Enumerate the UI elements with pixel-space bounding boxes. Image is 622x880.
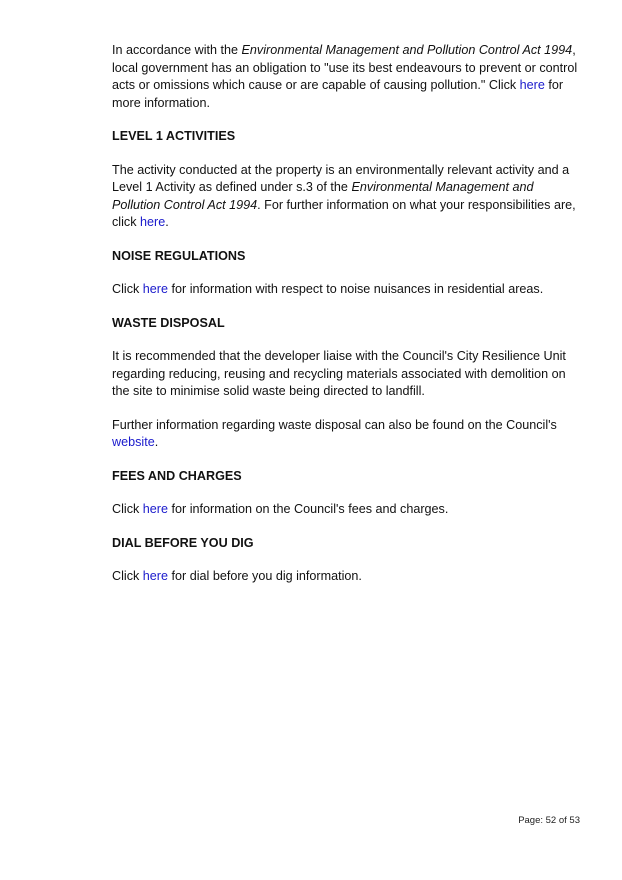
waste-paragraph-1: It is recommended that the developer liaise with the Council's City Resilience Unit regarding reducing, reusing and recycling materials associated with demolition on the site to minimise solid waste being directed to landfill. (112, 349, 566, 398)
intro-paragraph (112, 42, 584, 112)
noise-text-2: for information with respect to noise nuisances in residential areas. (168, 282, 544, 296)
noise-heading: NOISE REGULATIONS (112, 248, 246, 263)
waste-text: Further information regarding waste disposal can also be found on the Council's (112, 417, 557, 432)
fees-here-link[interactable]: here (142, 502, 169, 516)
waste-paragraph-2 (112, 417, 584, 452)
document-page (112, 42, 584, 602)
intro-text-2: , local government has an obligation to "use its best endeavours to prevent or control acts or omissions which cause or are capable of causing pollution." Click (112, 43, 578, 92)
waste-heading: WASTE DISPOSAL (112, 315, 225, 330)
level1-text-3: . (165, 215, 169, 229)
dial-heading: DIAL BEFORE YOU DIG (112, 535, 254, 550)
waste-website-link[interactable]: website (112, 435, 155, 449)
fees-text-2: for information on the Council's fees and charges. (168, 502, 449, 516)
waste-text-2: . (154, 435, 159, 449)
level1-paragraph (112, 162, 584, 232)
level1-heading: LEVEL 1 ACTIVITIES (112, 129, 236, 143)
level1-text-2: . For further information on what your responsibilities are, click (112, 197, 576, 229)
dial-text-2: for dial before you dig information. (168, 569, 362, 583)
dial-here-link[interactable]: here (142, 569, 169, 583)
intro-text: In accordance with the (112, 43, 242, 57)
page-number: Page: 52 of 53 (518, 815, 580, 826)
fees-heading: FEES AND CHARGES (112, 468, 242, 483)
fees-paragraph (112, 501, 584, 519)
noise-paragraph (112, 281, 584, 299)
intro-text-3: for more information. (112, 78, 564, 110)
level1-here-link[interactable]: here (140, 215, 166, 229)
fees-text: Click (112, 502, 143, 516)
noise-here-link[interactable]: here (142, 282, 169, 296)
level1-act-title: Environmental Management and Pollution Control Act 1994 (112, 180, 534, 212)
dial-text: Click (112, 569, 143, 583)
intro-here-link[interactable]: here (519, 78, 545, 92)
intro-act-title: Environmental Management and Pollution Control Act 1994 (241, 43, 573, 57)
dial-paragraph (112, 568, 584, 586)
level1-text: The activity conducted at the property is an environmentally relevant activity and a Level 1 Activity as defined under s.3 of the (112, 162, 570, 194)
noise-text: Click (112, 282, 143, 296)
